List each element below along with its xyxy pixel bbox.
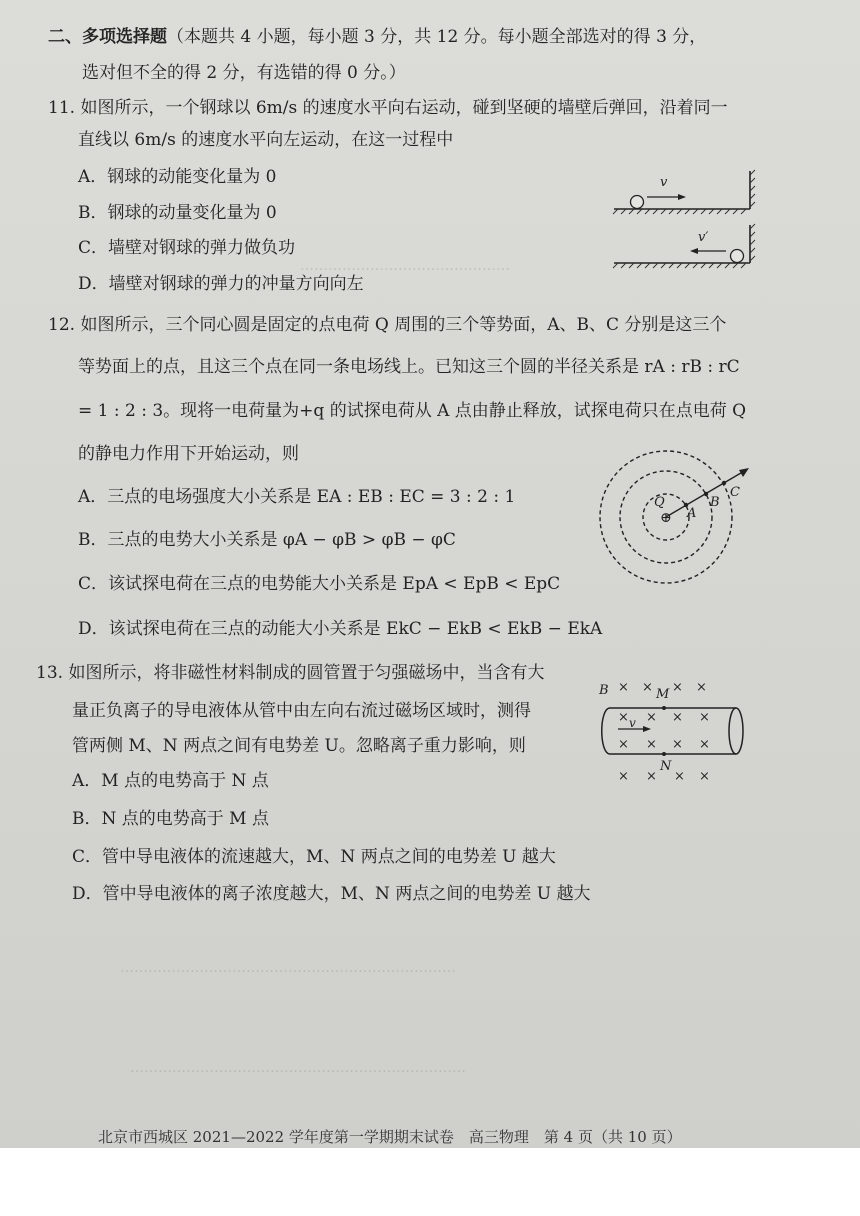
section-header — [48, 25, 706, 49]
q11-arrowhead-right — [678, 194, 686, 200]
q11-option-c: C．墙壁对钢球的弹力做负功 — [78, 238, 296, 258]
field-cross-mark: × — [646, 769, 657, 784]
q13-option-d: D．管中导电液体的离子浓度越大，M、N 两点之间的电势差 U 越大 — [72, 884, 591, 904]
q11-arrowhead-left — [690, 248, 698, 254]
q12-label-q: Q — [654, 495, 665, 510]
q13-pipe-right-end — [729, 708, 743, 754]
q12-option-b: B．三点的电势大小关系是 φA − φB > φB − φC — [78, 530, 456, 550]
q12-label-a: A — [687, 506, 697, 521]
q11-option-a: A．钢球的动能变化量为 0 — [78, 167, 277, 187]
q11-wall-ball-figure — [610, 165, 760, 270]
q13-label-m: M — [656, 687, 670, 702]
q12-number: 12. — [48, 315, 76, 335]
q11-number: 11. — [48, 98, 76, 118]
q11-option-d: D．墙壁对钢球的弹力的冲量方向向左 — [78, 274, 364, 294]
q11-label-v: v — [660, 175, 668, 190]
q11-stem-line2: 直线以 6m/s 的速度水平向左运动，在这一过程中 — [78, 130, 454, 150]
q13-stem-line1 — [36, 661, 544, 685]
q11-ball-top — [631, 196, 644, 209]
q12-label-c: C — [730, 485, 740, 500]
q12-stem-text: 如图所示，三个同心圆是固定的点电荷 Q 周围的三个等势面，A、B、C 分别是这三个 — [80, 315, 727, 335]
q13-label-v: v — [629, 716, 636, 730]
field-cross-mark: × — [618, 680, 629, 695]
bleed-through-text: ……………………………………………………………… — [120, 960, 456, 976]
bleed-through-text: ……………………………………………………………… — [130, 1060, 466, 1076]
q11-option-b: B．钢球的动量变化量为 0 — [78, 203, 277, 223]
bleed-through-text: ……………………………………… — [300, 258, 510, 274]
field-cross-mark: × — [646, 710, 657, 725]
q11-stem-text: 如图所示，一个钢球以 6m/s 的速度水平向右运动，碰到坚硬的墙壁后弹回，沿着同一 — [80, 98, 728, 118]
q12-point-b — [704, 492, 708, 496]
field-cross-mark: × — [672, 737, 683, 752]
q12-label-b: B — [710, 495, 720, 510]
q12-stem-line1 — [48, 313, 726, 337]
page-footer: 北京市西城区 2021—2022 学年度第一学期期末试卷 高三物理 第 4 页（共 10 页） — [98, 1128, 682, 1146]
section-title: 二、多项选择题 — [48, 27, 167, 47]
q12-point-c — [722, 481, 726, 485]
q11-ball-bottom — [731, 250, 744, 263]
q13-point-m — [662, 706, 666, 710]
q13-point-n — [662, 752, 666, 756]
q13-stem-line3: 管两侧 M、N 两点之间有电势差 U。忽略离子重力影响，则 — [72, 736, 526, 756]
field-cross-mark: × — [618, 737, 629, 752]
field-cross-mark: × — [618, 710, 629, 725]
q12-stem-line2: 等势面上的点，且这三个点在同一条电场线上。已知这三个圆的半径关系是 rA : rB : rC — [78, 357, 740, 377]
q13-option-b: B．N 点的电势高于 M 点 — [72, 809, 269, 829]
field-cross-mark: × — [699, 769, 710, 784]
q13-stem-text: 如图所示，将非磁性材料制成的圆管置于匀强磁场中，当含有大 — [68, 663, 545, 683]
q13-pipe-left-end — [602, 708, 610, 754]
q12-option-c: C．该试探电荷在三点的电势能大小关系是 EpA < EpB < EpC — [78, 574, 561, 594]
q12-option-d: D．该试探电荷在三点的动能大小关系是 EkC − EkB < EkB − EkA — [78, 619, 603, 639]
q11-stem-line1 — [48, 96, 728, 120]
q13-number: 13. — [36, 663, 64, 683]
field-cross-mark: × — [699, 737, 710, 752]
field-cross-mark: × — [672, 680, 683, 695]
section-instruction: （本题共 4 小题，每小题 3 分，共 12 分。每小题全部选对的得 3 分， — [167, 27, 707, 47]
field-cross-mark: × — [646, 737, 657, 752]
q13-velocity-arrowhead — [643, 726, 651, 732]
q13-pipe-magnetic-field-figure — [596, 676, 746, 788]
q12-field-arrowhead — [739, 468, 749, 477]
q13-option-a: A．M 点的电势高于 N 点 — [72, 771, 269, 791]
q12-charge-symbol: ⊕ — [660, 510, 672, 526]
field-cross-mark: × — [696, 680, 707, 695]
q13-stem-line2: 量正负离子的导电液体从管中由左向右流过磁场区域时，测得 — [72, 701, 531, 721]
q13-label-n: N — [660, 759, 672, 774]
field-cross-mark: × — [672, 710, 683, 725]
field-cross-mark: × — [674, 769, 685, 784]
q13-option-c: C．管中导电液体的流速越大，M、N 两点之间的电势差 U 越大 — [72, 847, 556, 867]
q12-stem-line3: = 1 : 2 : 3。现将一电荷量为+q 的试探电荷从 A 点由静止释放，试探电荷只在点电荷 Q — [78, 401, 747, 421]
section-instruction-cont: 选对但不全的得 2 分，有选错的得 0 分。） — [82, 63, 406, 83]
field-cross-mark: × — [642, 680, 653, 695]
q13-label-b: B — [599, 683, 609, 698]
q12-stem-line4: 的静电力作用下开始运动，则 — [78, 444, 299, 464]
field-cross-mark: × — [618, 769, 629, 784]
q11-label-v-prime: v′ — [698, 230, 709, 245]
q12-option-a: A．三点的电场强度大小关系是 EA : EB : EC = 3 : 2 : 1 — [78, 487, 516, 507]
q12-concentric-circles-figure — [596, 446, 746, 588]
field-cross-mark: × — [699, 710, 710, 725]
